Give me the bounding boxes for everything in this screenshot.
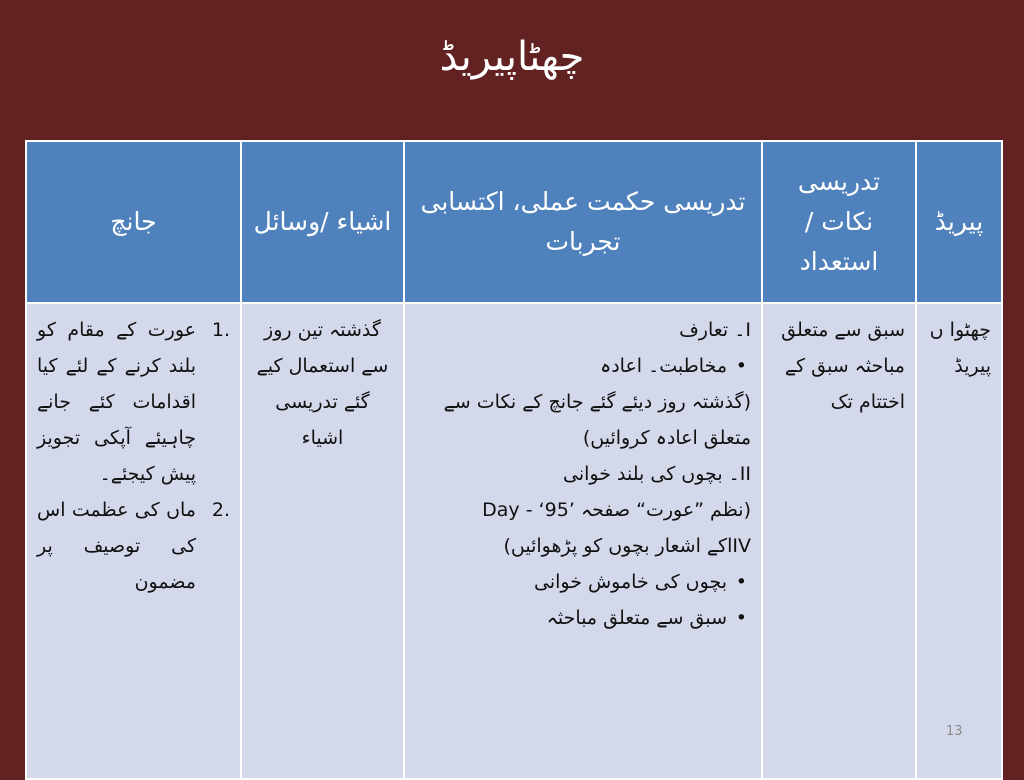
bullet-icon: • xyxy=(735,571,747,593)
page-number: 13 xyxy=(946,724,963,739)
evaluation-list xyxy=(37,312,230,600)
cell-period: چھٹوا ں پیریڈ xyxy=(916,303,1002,779)
item-number: 1. xyxy=(211,319,230,341)
list-item xyxy=(37,492,230,600)
header-teaching-points: تدریسی نکات / استعداد xyxy=(762,141,916,303)
method-line: I۔ تعارف xyxy=(679,319,751,341)
item-text: عورت کے مقام کو بلند کرنے کے لئے کیا اقدامات کئے جانے چاہیئے آپکی تجویز پیش کیجئے۔ xyxy=(37,319,196,485)
table-header-row xyxy=(26,141,1002,303)
header-teaching-method: تدریسی حکمت عملی، اکتسابی تجربات xyxy=(404,141,762,303)
slide-title: چھٹاپیریڈ xyxy=(439,34,585,80)
method-bullet-item: • مخاطبت۔ اعادہ xyxy=(415,348,751,384)
cell-evaluation xyxy=(26,303,241,779)
table-row xyxy=(26,303,1002,779)
method-line: IVاکے اشعار بچوں کو پڑھوائیں) xyxy=(503,535,751,557)
method-bullet-item: • بچوں کی خاموش خوانی xyxy=(415,564,751,600)
method-line: II۔ بچوں کی بلند خوانی xyxy=(563,463,751,485)
method-line: (نظم ”عورت“ صفحہ ’95‘ - Day xyxy=(482,499,751,521)
method-bullet-item: • سبق سے متعلق مباحثہ xyxy=(415,600,751,636)
cell-teaching-method xyxy=(404,303,762,779)
list-item xyxy=(37,312,230,492)
lesson-plan-table xyxy=(25,140,1003,780)
header-evaluation: جانچ xyxy=(26,141,241,303)
item-number: 2. xyxy=(211,499,230,521)
bullet-icon: • xyxy=(735,355,747,377)
method-line: (گذشتہ روز دیئے گئے جانچ کے نکات سے متعلق اعادہ کروائیں) xyxy=(443,391,751,449)
header-objects: اشیاء /وسائل xyxy=(241,141,404,303)
cell-objects: گذشتہ تین روز سے استعمال کیے گئے تدریسی اشیاء xyxy=(241,303,404,779)
bullet-icon: • xyxy=(735,607,747,629)
item-text: ماں کی عظمت اس کی توصیف پر مضمون xyxy=(37,499,196,593)
header-period: پیریڈ xyxy=(916,141,1002,303)
cell-teaching-points: سبق سے متعلق مباحثہ سبق کے اختتام تک xyxy=(762,303,916,779)
